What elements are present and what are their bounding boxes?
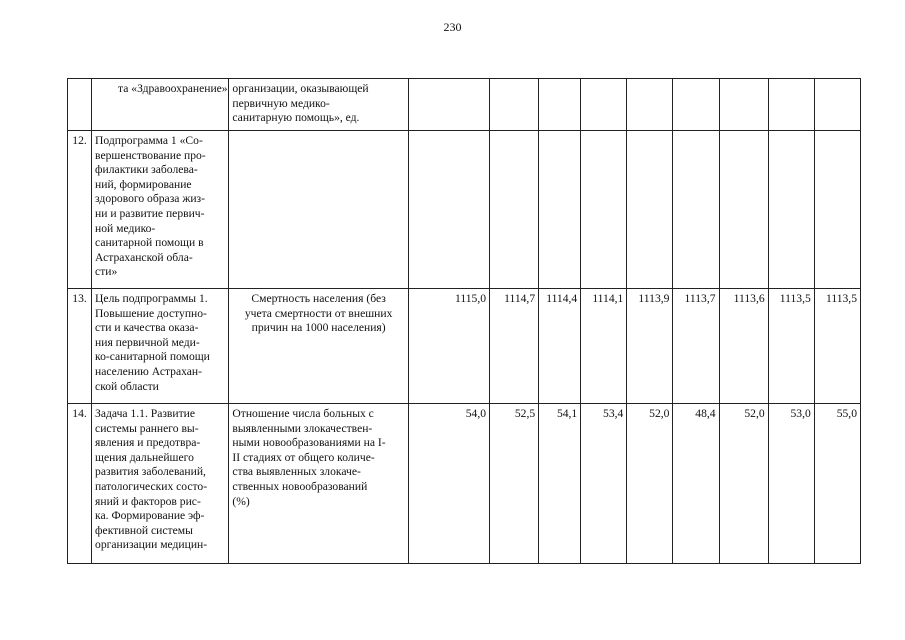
indicator-line: II стадиях от общего количе- [232, 450, 375, 464]
indicator-cell [229, 289, 408, 404]
program-name-line: ской области [95, 379, 159, 393]
value-cell [768, 79, 814, 131]
table-row [68, 289, 861, 404]
value-cell: 48,4 [673, 404, 719, 564]
indicator-line: ственных новообразований [232, 479, 368, 493]
row-number: 13. [68, 289, 92, 404]
indicator-line: Отношение числа больных с [232, 407, 374, 420]
value-cell [673, 79, 719, 131]
value-cell: 54,1 [539, 404, 581, 564]
program-name-line: фективной системы [95, 523, 193, 537]
program-name-line: Подпрограмма 1 «Со- [95, 134, 203, 147]
program-name-line: щения дальнейшего [95, 450, 194, 464]
value-cell [490, 131, 539, 289]
indicators-table [67, 78, 861, 564]
indicator-line: первичную медико- [232, 96, 330, 110]
row-number [68, 79, 92, 131]
value-cell [408, 131, 489, 289]
value-cell: 55,0 [814, 404, 860, 564]
value-cell [814, 79, 860, 131]
program-name-line: организации медицин- [95, 538, 208, 552]
table-row [68, 131, 861, 289]
program-name-cell [92, 79, 229, 131]
value-cell: 54,0 [408, 404, 489, 564]
program-name-line: сти и качества оказа- [95, 321, 199, 335]
program-name-line: здорового образа жиз- [95, 192, 205, 206]
program-name-line: ка. Формирование эф- [95, 509, 205, 523]
program-name-line: населению Астрахан- [95, 364, 202, 378]
row-number: 14. [68, 404, 92, 564]
program-name-line: системы раннего вы- [95, 421, 199, 435]
value-cell [719, 79, 768, 131]
value-cell [490, 79, 539, 131]
program-name-line: ко-санитарной помощи [95, 350, 210, 364]
program-name-line: филактики заболева- [95, 163, 198, 177]
value-cell: 1113,6 [719, 289, 768, 404]
value-cell: 53,0 [768, 404, 814, 564]
program-name-line: Повышение доступно- [95, 306, 207, 320]
program-name-line: развития заболеваний, [95, 465, 206, 479]
value-cell: 1113,7 [673, 289, 719, 404]
table-row [68, 404, 861, 564]
value-cell: 53,4 [581, 404, 627, 564]
value-cell: 1113,9 [627, 289, 673, 404]
value-cell [581, 131, 627, 289]
value-cell: 1114,4 [539, 289, 581, 404]
program-name-line: вершенствование про- [95, 148, 206, 162]
value-cell: 1113,5 [768, 289, 814, 404]
value-cell [627, 79, 673, 131]
program-name-line: ний, формирование [95, 177, 192, 191]
program-name-cell [92, 404, 229, 564]
indicator-line: (%) [232, 494, 250, 508]
table-row [68, 79, 861, 131]
program-name-line: патологических состо- [95, 479, 208, 493]
value-cell: 1114,1 [581, 289, 627, 404]
value-cell [581, 79, 627, 131]
indicator-line: организации, оказывающей [232, 82, 369, 95]
indicator-line: причин на 1000 населения) [251, 321, 386, 335]
value-cell [673, 131, 719, 289]
value-cell: 52,5 [490, 404, 539, 564]
indicator-line: выявленными злокачествен- [232, 421, 373, 435]
program-name-line: явления и предотвра- [95, 436, 201, 450]
program-name-line: ной медико- [95, 221, 156, 235]
indicator-line: ными новообразованиями на I- [232, 436, 386, 450]
program-name-line: санитарной помощи в [95, 236, 204, 250]
program-name-line: Астраханской обла- [95, 250, 193, 264]
indicator-line: ства выявленных злокаче- [232, 465, 361, 479]
value-cell [539, 131, 581, 289]
value-cell: 52,0 [627, 404, 673, 564]
indicator-cell [229, 131, 408, 289]
program-name-line: яний и факторов рис- [95, 494, 201, 508]
program-name-cell [92, 131, 229, 289]
value-cell [814, 131, 860, 289]
value-cell: 52,0 [719, 404, 768, 564]
value-cell [408, 79, 489, 131]
program-name-line: ни и развитие первич- [95, 206, 205, 220]
program-name-line: Цель подпрограммы 1. [95, 292, 208, 305]
indicator-line: учета смертности от внешних [244, 306, 393, 320]
program-name-cell [92, 289, 229, 404]
program-name-line: та «Здравоохранение» [118, 82, 228, 95]
program-name-line: Задача 1.1. Развитие [95, 407, 196, 420]
indicator-line: санитарную помощь», ед. [232, 111, 360, 125]
indicator-cell [229, 79, 408, 131]
program-name-line: ния первичной меди- [95, 335, 200, 349]
value-cell [768, 131, 814, 289]
indicator-line: Смертность населения (без [251, 292, 386, 305]
row-number: 12. [68, 131, 92, 289]
page-number: 230 [443, 20, 462, 34]
value-cell [539, 79, 581, 131]
value-cell [719, 131, 768, 289]
value-cell [627, 131, 673, 289]
indicator-cell [229, 404, 408, 564]
value-cell: 1115,0 [408, 289, 489, 404]
program-name-line: сти» [95, 265, 118, 279]
value-cell: 1114,7 [490, 289, 539, 404]
value-cell: 1113,5 [814, 289, 860, 404]
